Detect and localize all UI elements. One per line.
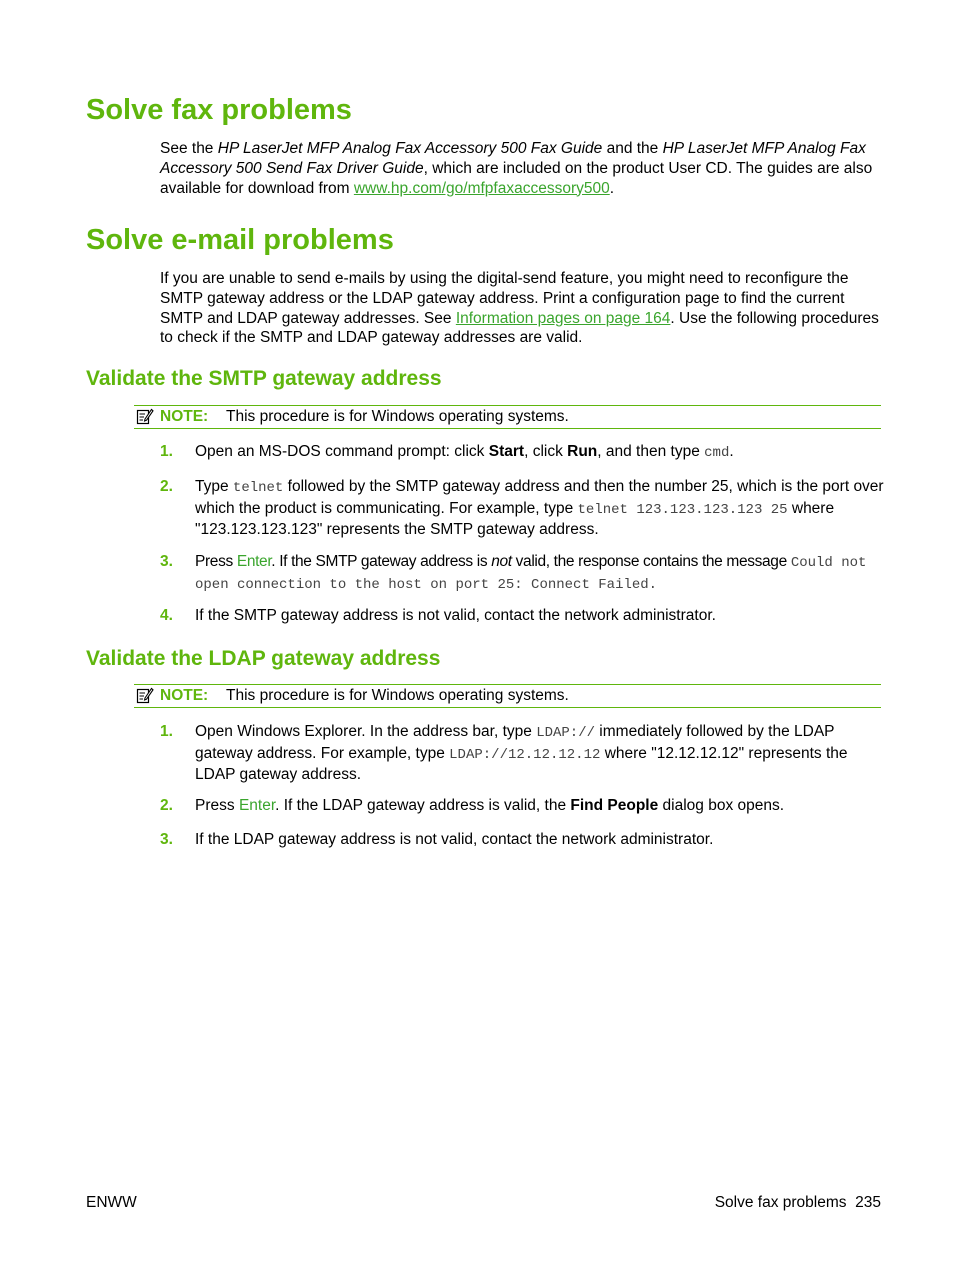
heading-validate-smtp: Validate the SMTP gateway address: [86, 367, 442, 390]
ldap-note: [134, 684, 881, 708]
step-text: Type telnet followed by the SMTP gateway address and then the number 25, which is the port over which the product is communicating. For example, type telnet 123.123.123.123 25 where "123.123.123.123" represents the SMTP gateway address.: [195, 478, 884, 538]
footer-section-title: Solve fax problems: [714, 1194, 847, 1211]
step-text: If the LDAP gateway address is not valid, contact the network administrator.: [195, 831, 714, 848]
email-intro-text: If you are unable to send e-mails by using the digital-send feature, you might need to reconfigure the SMTP gateway address or the LDAP gateway address. Print a configuration page to find the current SMTP and LDAP gateway addresses. See: [160, 270, 849, 327]
heading-solve-fax-problems: Solve fax problems: [86, 94, 352, 126]
note-label: NOTE:: [160, 408, 209, 425]
fax-intro-paragraph: [160, 139, 884, 198]
fax-guide-title: HP LaserJet MFP Analog Fax Accessory 500 Fax Guide: [217, 140, 603, 157]
step-number: 2.: [160, 797, 173, 814]
fax-intro-text: See the: [160, 140, 218, 157]
note-label: NOTE:: [160, 687, 209, 704]
note-pencil-icon: [136, 686, 154, 704]
information-pages-link[interactable]: Information pages on page 164: [455, 309, 671, 327]
footer-right: [715, 1194, 881, 1212]
heading-solve-email-problems: Solve e-mail problems: [86, 224, 394, 256]
fax-intro-text: and the: [602, 140, 663, 157]
note-pencil-icon: [136, 407, 154, 425]
fax-accessory-link[interactable]: www.hp.com/go/mfpfaxaccessory500: [353, 179, 610, 197]
note-text: This procedure is for Windows operating systems.: [226, 687, 569, 704]
step-number: 3.: [160, 831, 173, 848]
step-number: 4.: [160, 607, 173, 624]
email-intro-paragraph: [160, 269, 884, 348]
fax-intro-text: .: [609, 179, 615, 197]
step-text: Open Windows Explorer. In the address bar, type LDAP:// immediately followed by the LDAP gateway address. For example, type LDAP://12.12.12.12 where "12.12.12.12" represents the LDAP gateway address.: [195, 723, 848, 783]
step-number: 2.: [160, 478, 173, 495]
email-intro-text: . Use the following procedures to check if the SMTP and LDAP gateway addresses are valid.: [160, 309, 879, 347]
step-text: If the SMTP gateway address is not valid, contact the network administrator.: [195, 607, 716, 624]
step-number: 1.: [160, 443, 173, 460]
step-number: 3.: [160, 553, 173, 570]
step-text: Open an MS-DOS command prompt: click Start, click Run, and then type cmd.: [195, 443, 734, 461]
note-text: This procedure is for Windows operating systems.: [226, 408, 569, 425]
footer-left: ENWW: [86, 1194, 137, 1211]
smtp-note: [134, 405, 881, 429]
step-text: Press Enter. If the LDAP gateway address is valid, the Find People dialog box opens.: [195, 797, 785, 814]
fax-intro-text: , which are included on the product User CD. The guides are also available for download from: [160, 159, 873, 197]
heading-validate-ldap: Validate the LDAP gateway address: [86, 647, 441, 670]
step-number: 1.: [160, 723, 173, 740]
page-number: 235: [855, 1194, 881, 1211]
send-fax-driver-guide-title: HP LaserJet MFP Analog Fax Accessory 500 Send Fax Driver Guide: [160, 140, 866, 177]
step-text: Press Enter. If the SMTP gateway address is not valid, the response contains the message Could not open connection to the host on port 25: Connect Failed.: [195, 553, 867, 593]
